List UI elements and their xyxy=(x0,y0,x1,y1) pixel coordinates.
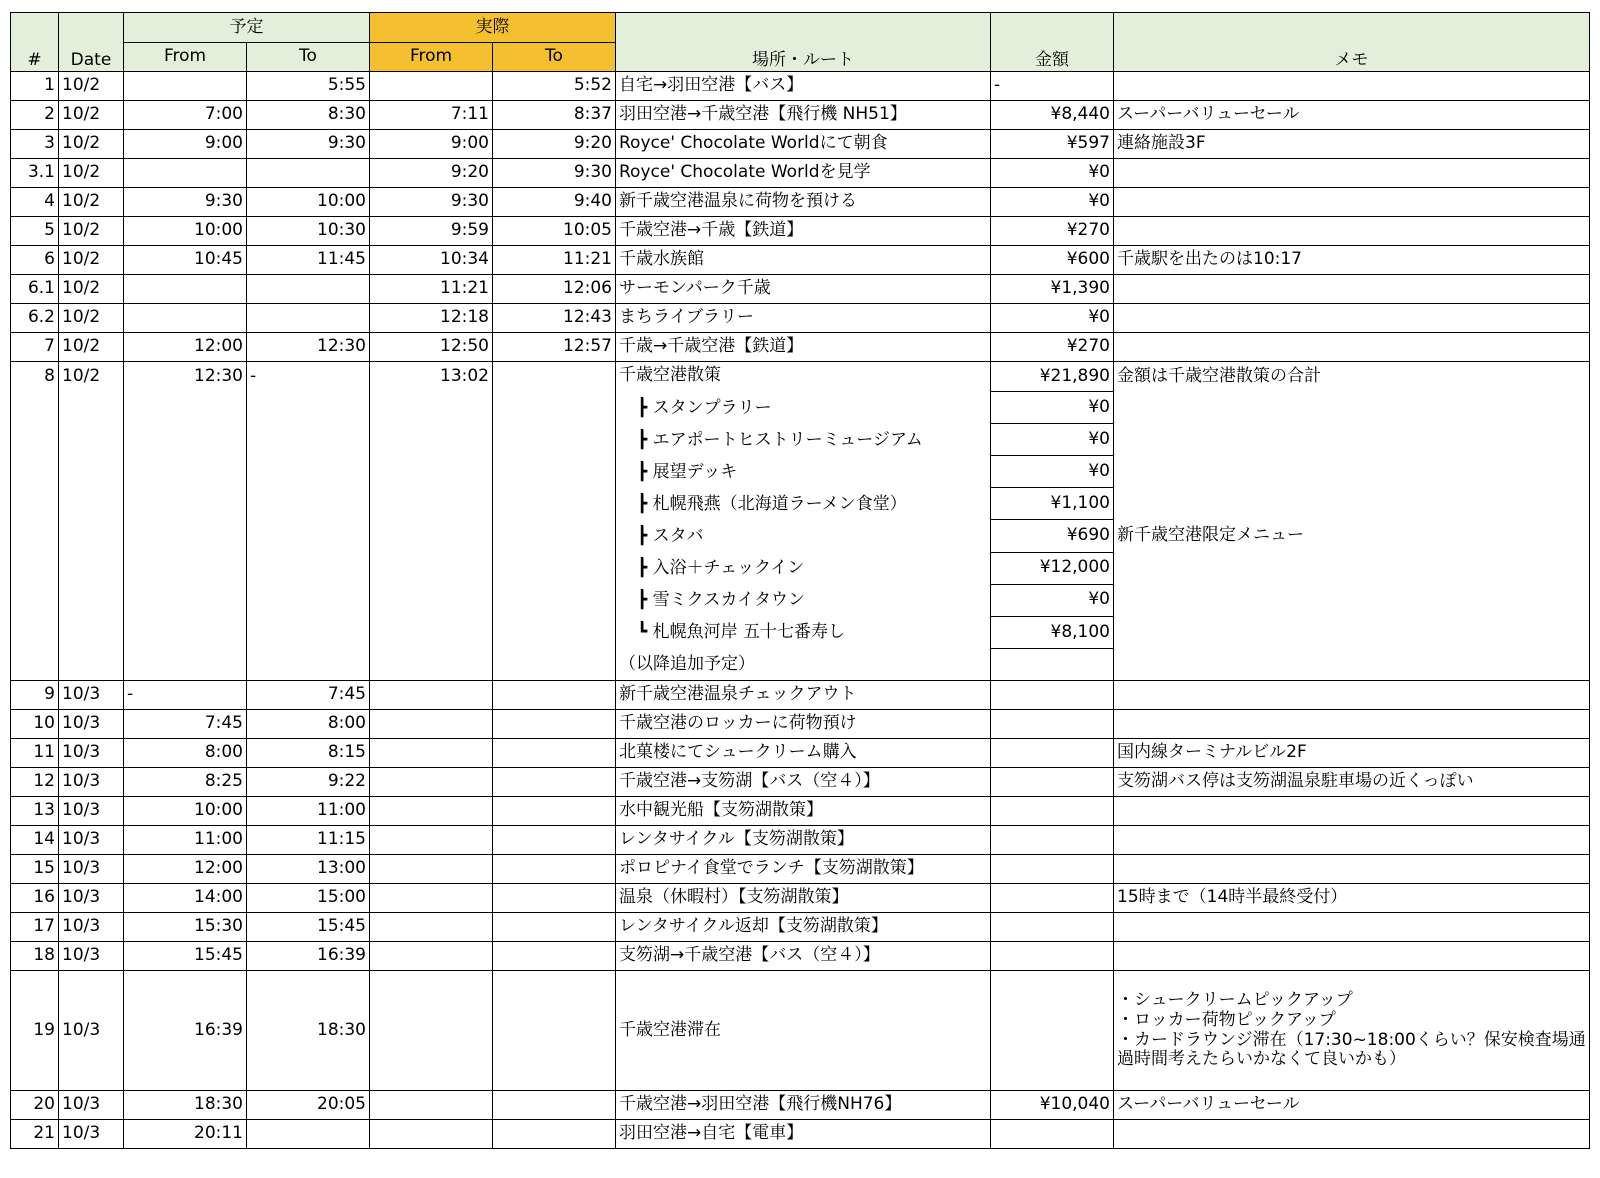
cell-amount[interactable]: ¥1,390 xyxy=(991,275,1114,304)
cell-actual-to[interactable]: 5:52 xyxy=(493,72,616,101)
cell-amount[interactable]: ¥600 xyxy=(991,246,1114,275)
memo-line: ・カードラウンジ滞在（17:30~18:00くらい？保安検査場通過時間考えたらいかなくて良いかも） xyxy=(1117,1029,1586,1070)
cell-plan-to[interactable]: 9:30 xyxy=(247,130,370,159)
cell-plan-from[interactable] xyxy=(124,304,247,333)
cell-num[interactable]: 6.2 xyxy=(11,304,59,333)
cell-amount[interactable]: ¥0 xyxy=(991,392,1114,424)
cell-memo[interactable] xyxy=(1114,275,1590,304)
cell-route[interactable]: 千歳空港→千歳【鉄道】 xyxy=(616,217,991,246)
route-subline-text: （以降追加予定） xyxy=(619,654,755,674)
table-row xyxy=(11,710,1590,739)
cell-plan-from[interactable]: 7:45 xyxy=(124,710,247,739)
table-row xyxy=(11,217,1590,246)
cell-date[interactable]: 10/2 xyxy=(59,333,124,362)
cell-actual-from[interactable] xyxy=(370,855,493,884)
cell-plan-from[interactable] xyxy=(124,72,247,101)
cell-plan-to[interactable]: 20:05 xyxy=(247,1091,370,1120)
cell-actual-to[interactable] xyxy=(493,739,616,768)
route-subline-text: ┣ スタバ xyxy=(637,526,704,546)
cell-memo[interactable] xyxy=(1114,333,1590,362)
cell-actual-to[interactable] xyxy=(493,971,616,1091)
header-row-1 xyxy=(11,13,1590,43)
cell-memo[interactable]: スーパーバリューセール xyxy=(1114,101,1590,130)
table-row xyxy=(11,333,1590,362)
cell-date[interactable]: 10/3 xyxy=(59,768,124,797)
cell-amount[interactable] xyxy=(991,797,1114,826)
cell-date[interactable]: 10/3 xyxy=(59,855,124,884)
cell-actual-from[interactable]: 12:50 xyxy=(370,333,493,362)
header-plan[interactable]: 予定 xyxy=(124,13,370,43)
header-date[interactable]: Date xyxy=(59,13,124,72)
header-actual[interactable]: 実際 xyxy=(370,13,616,43)
cell-amount[interactable]: - xyxy=(991,72,1114,101)
route-subline xyxy=(616,648,990,680)
header-route[interactable]: 場所・ルート xyxy=(616,13,991,72)
table-row xyxy=(11,1091,1590,1120)
cell-num[interactable]: 12 xyxy=(11,768,59,797)
cell-route[interactable]: Royce' Chocolate Worldを見学 xyxy=(616,159,991,188)
cell-num[interactable]: 17 xyxy=(11,913,59,942)
cell-memo[interactable] xyxy=(1114,159,1590,188)
cell-plan-to[interactable] xyxy=(247,304,370,333)
header-actual-from[interactable]: From xyxy=(370,43,493,72)
cell-memo[interactable] xyxy=(1114,424,1590,456)
cell-date[interactable]: 10/3 xyxy=(59,971,124,1091)
cell-date[interactable]: 10/2 xyxy=(59,159,124,188)
cell-date[interactable]: 10/2 xyxy=(59,188,124,217)
cell-date[interactable]: 10/3 xyxy=(59,1091,124,1120)
cell-date[interactable]: 10/2 xyxy=(59,101,124,130)
cell-num[interactable]: 8 xyxy=(11,362,59,681)
cell-date[interactable]: 10/2 xyxy=(59,72,124,101)
cell-amount[interactable]: ¥1,100 xyxy=(991,488,1114,520)
cell-plan-to[interactable]: 8:15 xyxy=(247,739,370,768)
cell-route[interactable]: レンタサイクル【支笏湖散策】 xyxy=(616,826,991,855)
cell-actual-from[interactable] xyxy=(370,826,493,855)
memo-line: ・シュークリームピックアップ xyxy=(1117,990,1353,1011)
header-actual-to[interactable]: To xyxy=(493,43,616,72)
cell-date[interactable]: 10/2 xyxy=(59,275,124,304)
cell-actual-from[interactable] xyxy=(370,681,493,710)
route-subline xyxy=(616,362,990,392)
cell-route[interactable]: 千歳空港滞在 xyxy=(616,971,991,1091)
table-row xyxy=(11,130,1590,159)
cell-plan-from[interactable]: 15:30 xyxy=(124,913,247,942)
cell-amount[interactable] xyxy=(991,942,1114,971)
table-row xyxy=(11,797,1590,826)
cell-num[interactable]: 7 xyxy=(11,333,59,362)
route-subline-text: 千歳空港散策 xyxy=(619,365,721,385)
cell-memo[interactable]: スーパーバリューセール xyxy=(1114,1091,1590,1120)
cell-memo[interactable] xyxy=(1114,1120,1590,1149)
cell-route[interactable]: まちライブラリー xyxy=(616,304,991,333)
cell-num[interactable]: 13 xyxy=(11,797,59,826)
cell-route[interactable]: 千歳空港のロッカーに荷物預け xyxy=(616,710,991,739)
cell-num[interactable]: 1 xyxy=(11,72,59,101)
cell-route[interactable]: 千歳空港→羽田空港【飛行機NH76】 xyxy=(616,1091,991,1120)
cell-actual-from[interactable] xyxy=(370,72,493,101)
cell-actual-from[interactable]: 9:59 xyxy=(370,217,493,246)
cell-date[interactable]: 10/3 xyxy=(59,797,124,826)
cell-amount[interactable] xyxy=(991,648,1114,680)
cell-plan-from[interactable] xyxy=(124,275,247,304)
cell-actual-to[interactable] xyxy=(493,942,616,971)
cell-num[interactable]: 19 xyxy=(11,971,59,1091)
route-subline xyxy=(616,392,990,424)
cell-date[interactable]: 10/3 xyxy=(59,913,124,942)
cell-amount[interactable]: ¥690 xyxy=(991,520,1114,552)
cell-actual-to[interactable]: 12:43 xyxy=(493,304,616,333)
cell-actual-from[interactable]: 9:20 xyxy=(370,159,493,188)
cell-num[interactable]: 11 xyxy=(11,739,59,768)
cell-memo[interactable] xyxy=(1114,826,1590,855)
cell-date[interactable]: 10/3 xyxy=(59,826,124,855)
cell-amount[interactable]: ¥12,000 xyxy=(991,552,1114,584)
cell-date[interactable]: 10/2 xyxy=(59,217,124,246)
table-row xyxy=(11,971,1590,1091)
memo-line: ・ロッカー荷物ピックアップ xyxy=(1117,1009,1336,1030)
cell-amount[interactable]: ¥597 xyxy=(991,130,1114,159)
cell-route[interactable]: 支笏湖→千歳空港【バス（空４）】 xyxy=(616,942,991,971)
table-row xyxy=(11,884,1590,913)
cell-actual-from[interactable] xyxy=(370,797,493,826)
cell-plan-to[interactable]: 10:30 xyxy=(247,217,370,246)
cell-plan-to[interactable]: 11:00 xyxy=(247,797,370,826)
table-row xyxy=(11,942,1590,971)
cell-plan-from[interactable]: 20:11 xyxy=(124,1120,247,1149)
cell-memo[interactable]: 新千歳空港限定メニュー xyxy=(1114,520,1590,552)
cell-actual-to[interactable]: 11:21 xyxy=(493,246,616,275)
cell-plan-from[interactable]: 10:00 xyxy=(124,797,247,826)
route-subline xyxy=(616,616,990,648)
table-row xyxy=(11,275,1590,304)
cell-amount[interactable]: ¥0 xyxy=(991,456,1114,488)
cell-memo[interactable] xyxy=(1114,456,1590,488)
table-row xyxy=(11,855,1590,884)
cell-memo[interactable] xyxy=(1114,855,1590,884)
cell-plan-from[interactable]: 9:30 xyxy=(124,188,247,217)
cell-num[interactable]: 9 xyxy=(11,681,59,710)
cell-actual-from[interactable] xyxy=(370,739,493,768)
cell-plan-to[interactable] xyxy=(247,159,370,188)
table-row xyxy=(11,681,1590,710)
cell-num[interactable]: 3.1 xyxy=(11,159,59,188)
cell-plan-from[interactable]: 14:00 xyxy=(124,884,247,913)
table-row xyxy=(11,1120,1590,1149)
cell-num[interactable]: 14 xyxy=(11,826,59,855)
cell-plan-from[interactable]: - xyxy=(124,681,247,710)
cell-num[interactable]: 4 xyxy=(11,188,59,217)
cell-amount[interactable] xyxy=(991,1120,1114,1149)
cell-amount[interactable] xyxy=(991,971,1114,1091)
cell-actual-from[interactable]: 11:21 xyxy=(370,275,493,304)
cell-memo[interactable] xyxy=(1114,188,1590,217)
header-num[interactable]: # xyxy=(11,13,59,72)
cell-plan-from[interactable]: 12:00 xyxy=(124,333,247,362)
cell-num[interactable]: 21 xyxy=(11,1120,59,1149)
cell-plan-from[interactable]: 15:45 xyxy=(124,942,247,971)
cell-actual-to[interactable] xyxy=(493,710,616,739)
cell-plan-from[interactable]: 10:45 xyxy=(124,246,247,275)
cell-amount[interactable]: ¥8,100 xyxy=(991,616,1114,648)
itinerary-sheet xyxy=(10,12,1590,1149)
cell-memo[interactable] xyxy=(1114,304,1590,333)
route-subline-text: ┣ 展望デッキ xyxy=(637,462,738,482)
cell-actual-to[interactable] xyxy=(493,884,616,913)
table-row xyxy=(11,159,1590,188)
cell-memo[interactable]: 千歳駅を出たのは10:17 xyxy=(1114,246,1590,275)
cell-plan-to[interactable]: 10:00 xyxy=(247,188,370,217)
cell-num[interactable]: 16 xyxy=(11,884,59,913)
cell-plan-to[interactable] xyxy=(247,1120,370,1149)
cell-actual-from[interactable] xyxy=(370,884,493,913)
cell-route[interactable]: 羽田空港→自宅【電車】 xyxy=(616,1120,991,1149)
cell-num[interactable]: 10 xyxy=(11,710,59,739)
cell-plan-from[interactable]: 11:00 xyxy=(124,826,247,855)
cell-amount[interactable]: ¥0 xyxy=(991,188,1114,217)
cell-route[interactable] xyxy=(616,362,991,681)
header-plan-from[interactable]: From xyxy=(124,43,247,72)
cell-amount[interactable]: ¥0 xyxy=(991,424,1114,456)
cell-actual-from[interactable]: 9:00 xyxy=(370,130,493,159)
table-row xyxy=(11,913,1590,942)
cell-date[interactable]: 10/3 xyxy=(59,942,124,971)
cell-route[interactable]: 新千歳空港温泉に荷物を預ける xyxy=(616,188,991,217)
cell-num[interactable]: 3 xyxy=(11,130,59,159)
cell-plan-to[interactable]: 9:22 xyxy=(247,768,370,797)
cell-memo[interactable]: 支笏湖バス停は支笏湖温泉駐車場の近くっぽい xyxy=(1114,768,1590,797)
cell-amount[interactable]: ¥0 xyxy=(991,159,1114,188)
cell-num[interactable]: 6.1 xyxy=(11,275,59,304)
route-subline xyxy=(616,552,990,584)
cell-plan-to[interactable]: 7:45 xyxy=(247,681,370,710)
cell-actual-from[interactable]: 10:34 xyxy=(370,246,493,275)
cell-memo[interactable] xyxy=(1114,552,1590,584)
cell-memo[interactable] xyxy=(1114,681,1590,710)
route-subline-text: ┣ スタンプラリー xyxy=(637,398,772,418)
cell-actual-to[interactable] xyxy=(493,913,616,942)
table-row xyxy=(11,246,1590,275)
cell-memo[interactable] xyxy=(1114,616,1590,648)
cell-plan-to[interactable]: 15:00 xyxy=(247,884,370,913)
cell-memo[interactable]: 15時まで（14時半最終受付） xyxy=(1114,884,1590,913)
cell-amount[interactable]: ¥0 xyxy=(991,584,1114,616)
cell-plan-to[interactable]: - xyxy=(247,362,370,681)
cell-actual-from[interactable]: 13:02 xyxy=(370,362,493,681)
table-row xyxy=(11,739,1590,768)
cell-actual-from[interactable] xyxy=(370,1120,493,1149)
cell-actual-from[interactable] xyxy=(370,710,493,739)
cell-plan-from[interactable]: 10:00 xyxy=(124,217,247,246)
cell-date[interactable]: 10/2 xyxy=(59,246,124,275)
cell-route[interactable]: サーモンパーク千歳 xyxy=(616,275,991,304)
cell-actual-to[interactable]: 12:57 xyxy=(493,333,616,362)
cell-actual-from[interactable]: 12:18 xyxy=(370,304,493,333)
cell-actual-from[interactable]: 9:30 xyxy=(370,188,493,217)
cell-plan-from[interactable]: 18:30 xyxy=(124,1091,247,1120)
cell-amount[interactable] xyxy=(991,681,1114,710)
table-row xyxy=(11,362,1590,392)
cell-date[interactable]: 10/2 xyxy=(59,130,124,159)
route-subline xyxy=(616,584,990,616)
cell-actual-from[interactable] xyxy=(370,1091,493,1120)
cell-date[interactable]: 10/3 xyxy=(59,681,124,710)
cell-actual-from[interactable]: 7:11 xyxy=(370,101,493,130)
cell-memo[interactable] xyxy=(1114,971,1590,1091)
cell-actual-to[interactable]: 9:40 xyxy=(493,188,616,217)
cell-route[interactable]: 自宅→羽田空港【バス】 xyxy=(616,72,991,101)
route-subline-text: ┗ 札幌魚河岸 五十七番寿し xyxy=(637,622,846,642)
cell-actual-to[interactable]: 12:06 xyxy=(493,275,616,304)
cell-date[interactable]: 10/2 xyxy=(59,362,124,681)
cell-route[interactable]: レンタサイクル返却【支笏湖散策】 xyxy=(616,913,991,942)
cell-plan-to[interactable]: 12:30 xyxy=(247,333,370,362)
cell-plan-from[interactable]: 12:30 xyxy=(124,362,247,681)
cell-memo[interactable] xyxy=(1114,797,1590,826)
cell-route[interactable]: Royce' Chocolate Worldにて朝食 xyxy=(616,130,991,159)
cell-plan-to[interactable]: 5:55 xyxy=(247,72,370,101)
cell-actual-to[interactable] xyxy=(493,1120,616,1149)
cell-route[interactable]: 千歳水族館 xyxy=(616,246,991,275)
cell-actual-from[interactable] xyxy=(370,971,493,1091)
cell-plan-to[interactable]: 18:30 xyxy=(247,971,370,1091)
cell-amount[interactable] xyxy=(991,739,1114,768)
cell-plan-to[interactable]: 8:00 xyxy=(247,710,370,739)
table-row xyxy=(11,768,1590,797)
cell-memo[interactable]: 国内線ターミナルビル2F xyxy=(1114,739,1590,768)
cell-plan-to[interactable]: 11:15 xyxy=(247,826,370,855)
cell-date[interactable]: 10/3 xyxy=(59,1120,124,1149)
cell-memo[interactable] xyxy=(1114,942,1590,971)
cell-memo[interactable] xyxy=(1114,392,1590,424)
cell-route[interactable]: 温泉（休暇村）【支笏湖散策】 xyxy=(616,884,991,913)
route-subline xyxy=(616,520,990,552)
cell-memo[interactable]: 金額は千歳空港散策の合計 xyxy=(1114,362,1590,392)
cell-plan-to[interactable] xyxy=(247,275,370,304)
cell-actual-to[interactable]: 8:37 xyxy=(493,101,616,130)
cell-date[interactable]: 10/3 xyxy=(59,884,124,913)
cell-date[interactable]: 10/3 xyxy=(59,710,124,739)
cell-amount[interactable] xyxy=(991,710,1114,739)
cell-actual-from[interactable] xyxy=(370,913,493,942)
route-subline-text: ┣ エアポートヒストリーミュージアム xyxy=(637,430,923,450)
cell-actual-from[interactable] xyxy=(370,942,493,971)
cell-actual-to[interactable]: 9:30 xyxy=(493,159,616,188)
cell-plan-from[interactable]: 12:00 xyxy=(124,855,247,884)
cell-plan-to[interactable]: 13:00 xyxy=(247,855,370,884)
cell-route[interactable]: 北菓楼にてシュークリーム購入 xyxy=(616,739,991,768)
cell-memo[interactable] xyxy=(1114,710,1590,739)
cell-amount[interactable]: ¥0 xyxy=(991,304,1114,333)
cell-actual-to[interactable]: 9:20 xyxy=(493,130,616,159)
table-row xyxy=(11,188,1590,217)
cell-plan-to[interactable]: 11:45 xyxy=(247,246,370,275)
table-row xyxy=(11,304,1590,333)
cell-amount[interactable]: ¥21,890 xyxy=(991,362,1114,392)
cell-num[interactable]: 5 xyxy=(11,217,59,246)
cell-actual-to[interactable] xyxy=(493,1091,616,1120)
cell-actual-from[interactable] xyxy=(370,768,493,797)
cell-amount[interactable] xyxy=(991,884,1114,913)
cell-plan-from[interactable]: 7:00 xyxy=(124,101,247,130)
cell-plan-from[interactable]: 8:25 xyxy=(124,768,247,797)
route-subline xyxy=(616,488,990,520)
table-row xyxy=(11,826,1590,855)
sheet-body xyxy=(11,13,1590,1149)
cell-route[interactable]: 新千歳空港温泉チェックアウト xyxy=(616,681,991,710)
cell-memo[interactable] xyxy=(1114,913,1590,942)
cell-plan-to[interactable]: 8:30 xyxy=(247,101,370,130)
route-subline-text: ┣ 雪ミクスカイタウン xyxy=(637,590,805,610)
cell-memo[interactable] xyxy=(1114,217,1590,246)
cell-amount[interactable] xyxy=(991,855,1114,884)
cell-route[interactable]: ポロピナイ食堂でランチ【支笏湖散策】 xyxy=(616,855,991,884)
cell-amount[interactable] xyxy=(991,826,1114,855)
cell-actual-to[interactable] xyxy=(493,826,616,855)
cell-memo[interactable] xyxy=(1114,488,1590,520)
table-row xyxy=(11,72,1590,101)
header-amount[interactable]: 金額 xyxy=(991,13,1114,72)
cell-route[interactable]: 千歳→千歳空港【鉄道】 xyxy=(616,333,991,362)
cell-plan-to[interactable]: 15:45 xyxy=(247,913,370,942)
cell-plan-from[interactable]: 16:39 xyxy=(124,971,247,1091)
cell-plan-from[interactable]: 8:00 xyxy=(124,739,247,768)
cell-route[interactable]: 千歳空港→支笏湖【バス（空４）】 xyxy=(616,768,991,797)
cell-amount[interactable]: ¥270 xyxy=(991,333,1114,362)
cell-plan-to[interactable]: 16:39 xyxy=(247,942,370,971)
route-subline xyxy=(616,456,990,488)
cell-num[interactable]: 6 xyxy=(11,246,59,275)
cell-amount[interactable]: ¥8,440 xyxy=(991,101,1114,130)
cell-actual-to[interactable] xyxy=(493,797,616,826)
route-subline-text: ┣ 入浴＋チェックイン xyxy=(637,558,805,578)
route-subline xyxy=(616,424,990,456)
cell-num[interactable]: 18 xyxy=(11,942,59,971)
cell-amount[interactable] xyxy=(991,768,1114,797)
cell-amount[interactable] xyxy=(991,913,1114,942)
cell-num[interactable]: 20 xyxy=(11,1091,59,1120)
header-memo[interactable]: メモ xyxy=(1114,13,1590,72)
cell-amount[interactable]: ¥270 xyxy=(991,217,1114,246)
cell-actual-to[interactable] xyxy=(493,681,616,710)
route-subline-text: ┣ 札幌飛燕（北海道ラーメン食堂） xyxy=(637,494,907,514)
cell-date[interactable]: 10/3 xyxy=(59,739,124,768)
cell-route[interactable]: 羽田空港→千歳空港【飛行機 NH51】 xyxy=(616,101,991,130)
cell-actual-to[interactable] xyxy=(493,768,616,797)
cell-date[interactable]: 10/2 xyxy=(59,304,124,333)
cell-num[interactable]: 2 xyxy=(11,101,59,130)
table-row xyxy=(11,101,1590,130)
cell-actual-to[interactable] xyxy=(493,362,616,681)
cell-num[interactable]: 15 xyxy=(11,855,59,884)
cell-memo[interactable] xyxy=(1114,72,1590,101)
cell-actual-to[interactable]: 10:05 xyxy=(493,217,616,246)
cell-actual-to[interactable] xyxy=(493,855,616,884)
cell-plan-from[interactable] xyxy=(124,159,247,188)
cell-amount[interactable]: ¥10,040 xyxy=(991,1091,1114,1120)
cell-memo[interactable]: 連絡施設3F xyxy=(1114,130,1590,159)
cell-memo[interactable] xyxy=(1114,648,1590,680)
cell-route[interactable]: 水中観光船【支笏湖散策】 xyxy=(616,797,991,826)
header-plan-to[interactable]: To xyxy=(247,43,370,72)
cell-plan-from[interactable]: 9:00 xyxy=(124,130,247,159)
cell-memo[interactable] xyxy=(1114,584,1590,616)
